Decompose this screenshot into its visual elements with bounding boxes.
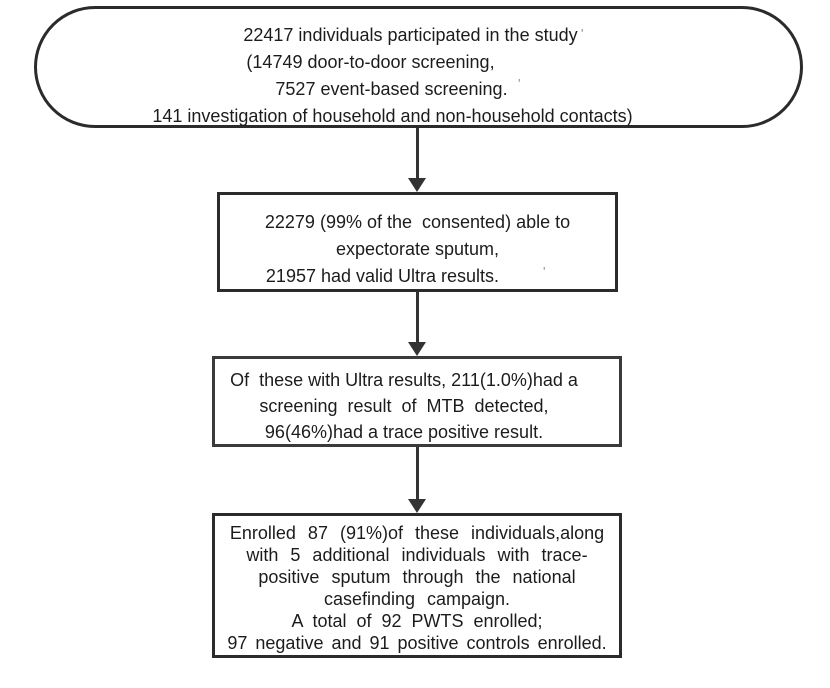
down-arrow-connector-2 <box>407 292 427 356</box>
scan-artifact-mark: ' <box>543 264 546 279</box>
arrow-head <box>408 499 426 513</box>
node-text-line: 141 investigation of household and non-household contacts) <box>152 106 633 126</box>
down-arrow-connector-1 <box>407 128 427 192</box>
node-text-line: positive sputum through the national <box>258 567 576 587</box>
arrow-shaft <box>416 292 419 344</box>
node-sputum-results <box>217 192 618 292</box>
node-text-line: Enrolled 87 (91%)of these individuals,along <box>229 523 605 543</box>
arrow-shaft <box>416 447 419 501</box>
down-arrow-connector-3 <box>407 447 427 513</box>
node-text-line: with 5 additional individuals with trace- <box>246 545 588 565</box>
node-ultra-screening-results <box>212 356 622 447</box>
scan-artifact-mark: ' <box>518 76 521 91</box>
node-text-line: A total of 92 PWTS enrolled; <box>291 611 543 631</box>
node-text-line: 97 negative and 91 positive controls enrolled. <box>227 633 607 653</box>
node-text-line: 22417 individuals participated in the study <box>243 25 578 45</box>
arrow-head <box>408 342 426 356</box>
node-text-line: Of these with Ultra results, 211(1.0%)had a <box>230 370 578 390</box>
node-study-participants <box>34 6 803 128</box>
node-text-line: 22279 (99% of the consented) able to <box>264 212 571 232</box>
node-text-line: 7527 event-based screening. <box>275 79 508 99</box>
node-text-line: 96(46%)had a trace positive result. <box>264 422 544 442</box>
node-enrollment <box>212 513 622 658</box>
node-text-line: casefinding campaign. <box>323 589 511 609</box>
node-text-line: 21957 had valid Ultra results. <box>265 266 500 286</box>
scan-artifact-mark: ' <box>581 26 584 41</box>
arrow-shaft <box>416 128 419 180</box>
node-text-line: expectorate sputum, <box>335 239 500 259</box>
arrow-head <box>408 178 426 192</box>
node-text-line: screening result of MTB detected, <box>259 396 549 416</box>
node-text-line: (14749 door-to-door screening, <box>246 52 495 72</box>
